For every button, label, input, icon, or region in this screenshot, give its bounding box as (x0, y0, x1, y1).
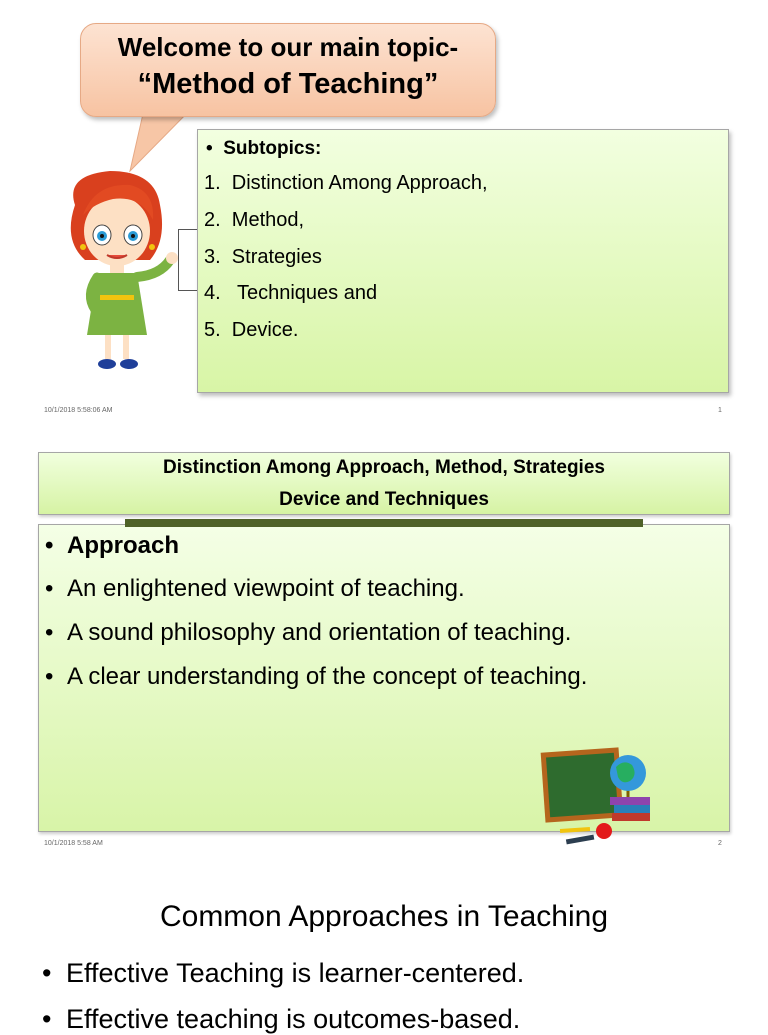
subtopic-item: 4. Techniques and (204, 282, 378, 304)
subtopics-heading-text: Subtopics: (223, 138, 322, 159)
bullet-marker: • (42, 1004, 52, 1034)
bullet-item (42, 958, 524, 989)
bullet-text: Effective Teaching is learner-centered. (66, 958, 525, 988)
bullet-item (45, 663, 587, 691)
bubble-line-2: “Method of Teaching” (137, 68, 439, 100)
subtopic-item: 3. Strategies (204, 246, 322, 268)
subtopic-item: 2. Method, (204, 209, 305, 231)
bullet-text: An enlightened viewpoint of teaching. (67, 575, 465, 602)
bullet-marker: • (45, 575, 54, 602)
subtopics-box (197, 129, 729, 393)
slide-2-title-line-2: Device and Techniques (279, 489, 489, 510)
bullet-item (45, 575, 465, 603)
teacher-cartoon-icon (55, 165, 190, 375)
bullet-text: A clear understanding of the concept of teaching. (67, 663, 588, 690)
bracket-connector (178, 229, 197, 291)
bullet-text: A sound philosophy and orientation of teaching. (67, 619, 572, 646)
bullet-marker: • (206, 138, 213, 159)
bullet-text: Approach (67, 532, 180, 559)
bullet-marker: • (45, 663, 54, 690)
bullet-text: Effective teaching is outcomes-based. (66, 1004, 521, 1034)
speech-bubble (80, 23, 496, 117)
bullet-item (45, 619, 571, 647)
slide-3-title: Common Approaches in Teaching (159, 900, 609, 933)
subtopic-item: 5. Device. (204, 319, 299, 341)
slide-2-title-line-1: Distinction Among Approach, Method, Strategies (163, 457, 605, 478)
chalkboard-globe-books-icon (540, 745, 655, 850)
bullet-item (42, 1004, 520, 1035)
slide-1 (0, 0, 768, 425)
bullet-marker: • (42, 958, 52, 988)
subtopics-heading (206, 138, 321, 160)
slide-2-footer-date: 10/1/2018 5:58 AM (44, 840, 103, 847)
bullet-item (45, 532, 179, 560)
slide-2-page-number: 2 (718, 840, 722, 847)
slide-2-title-box (38, 452, 730, 515)
slide-1-footer-date: 10/1/2018 5:58:06 AM (44, 407, 113, 414)
bubble-line-1: Welcome to our main topic- (117, 32, 459, 62)
bullet-marker: • (45, 532, 54, 559)
slide-1-page-number: 1 (718, 407, 722, 414)
bullet-marker: • (45, 619, 54, 646)
subtopic-item: 1. Distinction Among Approach, (204, 172, 488, 194)
title-underline-bar (125, 519, 643, 527)
